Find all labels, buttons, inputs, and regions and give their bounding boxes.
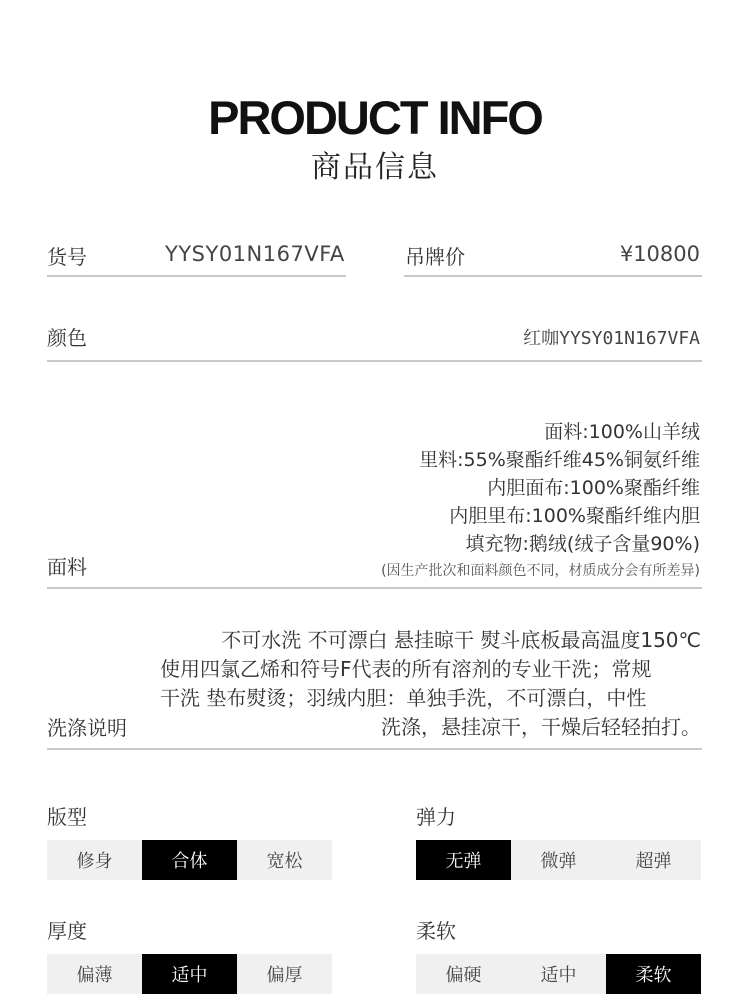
fit-selector: [47, 840, 332, 880]
stretch-selector: [416, 840, 701, 880]
wash-line: 不可水洗 不可漂白 悬挂晾干 熨斗底板最高温度150℃: [221, 628, 701, 652]
stretch-option-none[interactable]: 无弹: [416, 840, 511, 880]
thickness-option-thick[interactable]: 偏厚: [266, 965, 303, 986]
color-value: 红咖YYSY01N167VFA: [523, 328, 700, 349]
fit-label: 版型: [47, 805, 87, 829]
wash-divider: [47, 748, 702, 750]
thickness-option-thin[interactable]: 偏薄: [76, 965, 113, 986]
fit-option-loose[interactable]: 宽松: [266, 851, 303, 872]
fabric-label: 面料: [47, 555, 87, 579]
fabric-divider: [47, 587, 702, 589]
fit-option-slim[interactable]: 修身: [76, 851, 113, 872]
price-divider: [404, 275, 702, 277]
sku-value: YYSY01N167VFA: [165, 242, 345, 266]
fabric-note: (因生产批次和面料颜色不同，材质成分会有所差异): [381, 563, 700, 579]
fabric-details: [381, 418, 700, 584]
wash-label: 洗涤说明: [47, 716, 127, 740]
fabric-line: 内胆面布:100%聚酯纤维: [487, 477, 700, 499]
stretch-option-slight[interactable]: 微弹: [540, 851, 577, 872]
wash-line: 使用四氯乙烯和符号F代表的所有溶剂的专业干洗；常规: [160, 657, 652, 681]
wash-line: 洗涤，悬挂凉干，干燥后轻轻拍打。: [381, 715, 701, 739]
stretch-option-high[interactable]: 超弹: [635, 851, 672, 872]
softness-option-soft[interactable]: 柔软: [606, 954, 701, 994]
price-label: 吊牌价: [405, 245, 465, 269]
thickness-selector: [47, 954, 332, 994]
fabric-line: 面料:100%山羊绒: [544, 421, 700, 443]
color-divider: [47, 360, 702, 362]
fabric-line: 里料:55%聚酯纤维45%铜氨纤维: [419, 449, 700, 471]
thickness-label: 厚度: [47, 919, 87, 943]
page-title-cn: 商品信息: [311, 150, 439, 185]
stretch-label: 弹力: [416, 805, 456, 829]
thickness-option-medium[interactable]: 适中: [142, 954, 237, 994]
softness-selector: [416, 954, 701, 994]
fabric-line: 填充物:鹅绒(绒子含量90%): [465, 533, 700, 555]
wash-instructions: [160, 626, 701, 742]
fit-option-regular[interactable]: 合体: [142, 840, 237, 880]
softness-option-firm[interactable]: 偏硬: [445, 965, 482, 986]
sku-divider: [47, 275, 346, 277]
softness-option-medium[interactable]: 适中: [540, 965, 577, 986]
sku-label: 货号: [47, 245, 87, 269]
fabric-line: 内胆里布:100%聚酯纤维内胆: [449, 505, 700, 527]
softness-label: 柔软: [416, 919, 456, 943]
page-title-en: PRODUCT INFO: [208, 91, 542, 144]
price-value: ¥10800: [619, 242, 700, 266]
color-label: 颜色: [47, 326, 87, 350]
wash-line: 干洗 垫布熨烫；羽绒内胆：单独手洗，不可漂白，中性: [160, 686, 647, 710]
